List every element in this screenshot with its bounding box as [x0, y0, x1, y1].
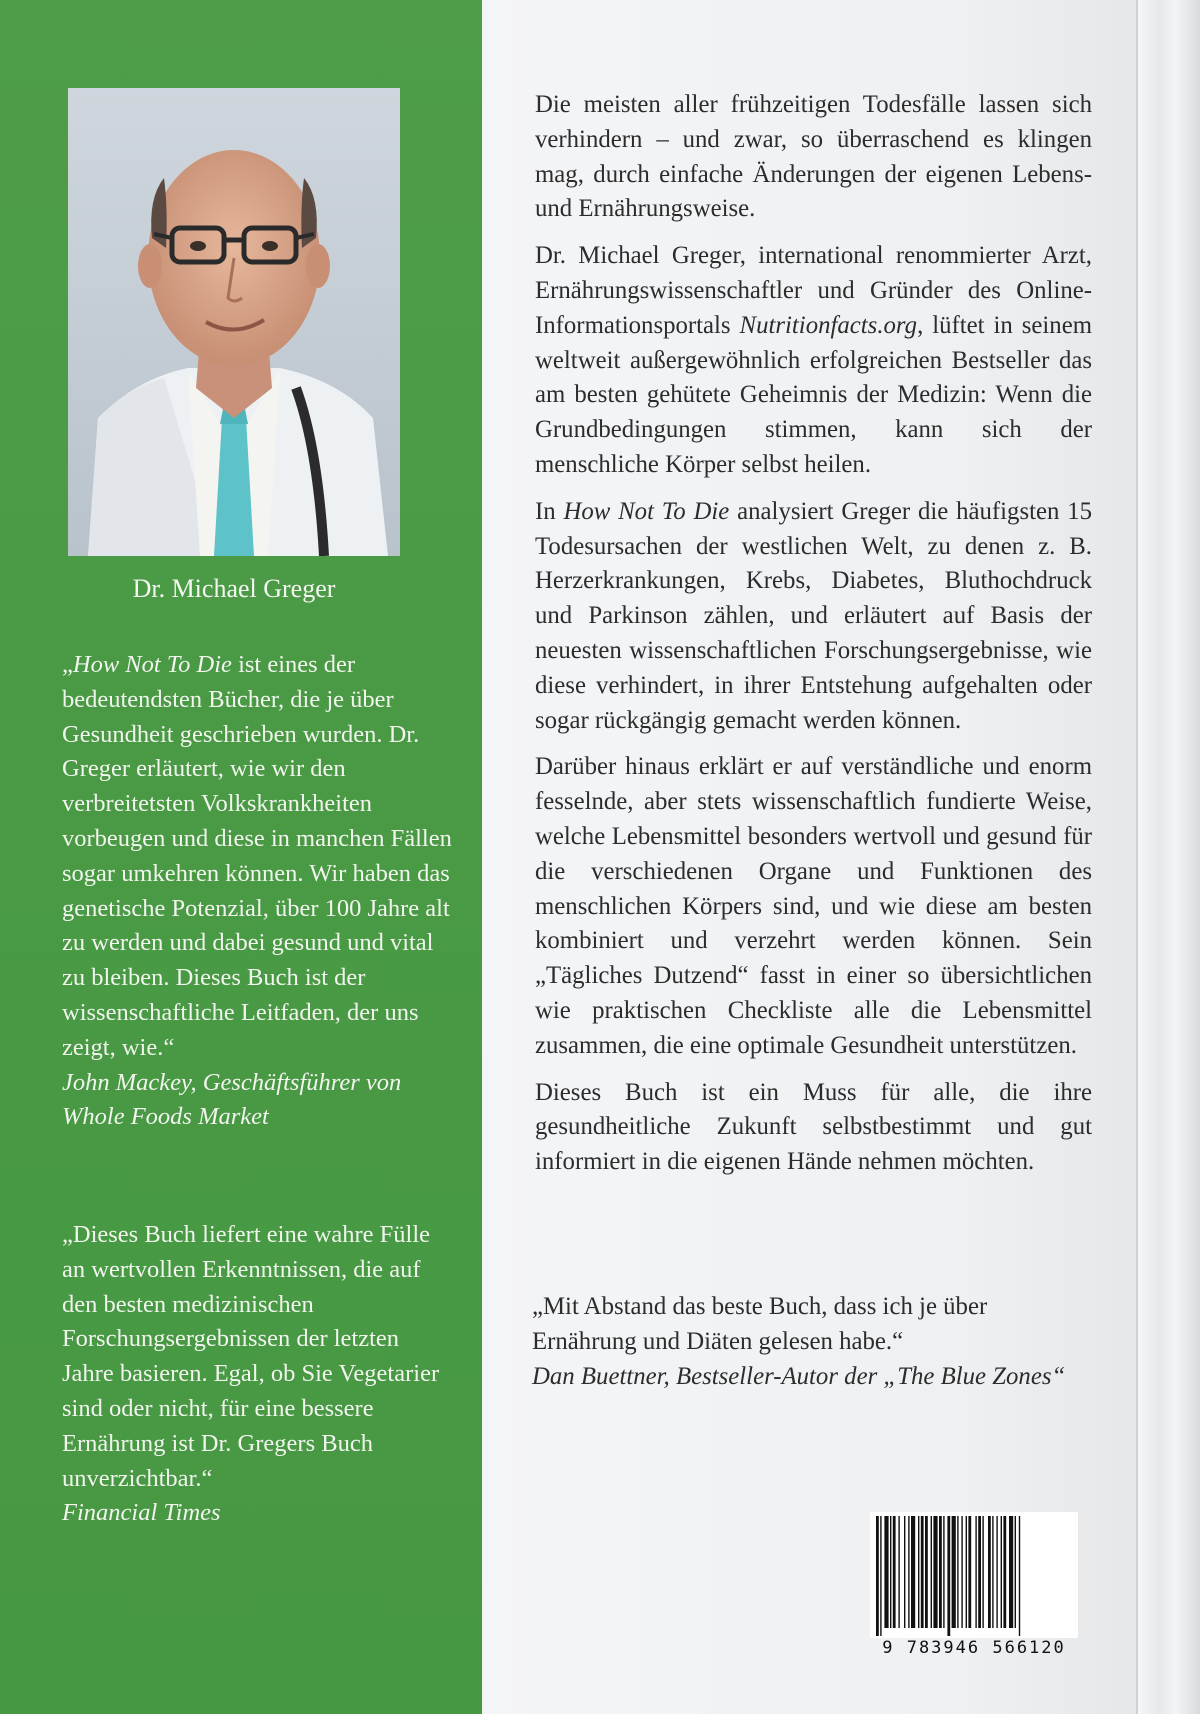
mackey-quote-text: „How Not To Die ist eines der bedeutendsten Bücher, die je über Gesundheit geschrieben wurden. Dr. Greger erläutert, wie wir den verbreitetsten Volkskrankheiten vorbeugen und diese in manchen Fällen sogar umkehren können. Wir haben das genetische Potenzial, über 100 Jahre alt zu werden und dabei gesund und vital zu bleiben. Dieses Buch ist der wissenschaftliche Leitfaden, der uns zeigt, wie.“ [62, 651, 452, 1061]
buettner-quote [532, 1290, 1092, 1394]
barcode-bar [918, 1516, 919, 1628]
barcode-bar [992, 1516, 993, 1628]
author-portrait [68, 88, 400, 556]
barcode-bar [880, 1516, 881, 1636]
barcode-bar [968, 1516, 971, 1628]
buettner-quote-source: Dan Buettner, Bestseller-Autor der „The Blue Zones“ [532, 1362, 1066, 1390]
barcode-bar [911, 1516, 915, 1628]
barcode-bar [996, 1516, 997, 1628]
barcode-bar [975, 1516, 976, 1628]
barcode-bar [978, 1516, 981, 1628]
blurb-paragraph-3: In How Not To Die analysiert Greger die häufigsten 15 Todesursachen der westlichen Welt, zu denen z. B. Herzerkrankungen, Krebs, Diabetes, Bluthochdruck und Parkinson zählen, und erläutert auf Basis der neuesten wissenschaftlichen Forschungsergebnisse, wie diese verhindert, in ihrer Entstehung aufgehalten oder sogar rückgängig gemacht werden können. [535, 497, 1093, 734]
barcode-bar [982, 1516, 983, 1628]
mackey-quote-source: John Mackey, Geschäftsführer von Whole Foods Market [62, 1068, 402, 1131]
barcode-bar [1015, 1516, 1016, 1628]
barcode-bar [876, 1516, 879, 1636]
barcode-bar [961, 1516, 962, 1628]
portrait-caption: Dr. Michael Greger [132, 574, 336, 603]
green-side-panel [0, 0, 482, 1714]
mackey-quote [62, 648, 452, 1135]
barcode-bar [939, 1516, 942, 1628]
barcode-bar [988, 1516, 991, 1628]
isbn-digits: 9 783946 566120 [882, 1638, 1066, 1658]
barcode-bar [890, 1516, 891, 1628]
barcode-bar [952, 1516, 956, 1628]
barcode-bar [1001, 1516, 1002, 1628]
barcode-bar [925, 1516, 928, 1628]
blurb-paragraph-2: Dr. Michael Greger, international renommierter Arzt, Ernährungswissenschaftler und Gründer des Online-Informationsportals Nutritionfacts.org, lüftet in seinem weltweit außergewöhnlich erfolgreichen Bestseller das am besten gehütete Geheimnis der Medizin: Wenn die Grundbedingungen stimmen, kann sich der menschliche Körper selbst heilen. [535, 242, 1093, 478]
barcode-bar [943, 1516, 944, 1628]
barcode-bar [957, 1516, 958, 1628]
author-portrait-image [68, 88, 400, 556]
barcode-bar [1009, 1516, 1013, 1628]
barcode-bar [931, 1516, 932, 1628]
website-name: Nutritionfacts.org [739, 311, 918, 339]
barcode-bar [884, 1516, 888, 1628]
blurb-paragraph-4: Darüber hinaus erklärt er auf verständliche und enorm fesselnde, aber stets wissenschaftlich fundierte Weise, welche Lebensmittel besonders wertvoll und gesund für die verschiedenen Organe und Funktionen des menschlichen Körpers sind, und wie diese am besten kombiniert und verzehrt werden können. Sein „Tägliches Dutzend“ fasst in einer so übersichtlichen wie praktischen Checkliste alle die Lebensmittel zusammen, die eine optimale Gesundheit unterstützen. [535, 753, 1092, 1059]
barcode-bar [893, 1516, 896, 1628]
blurb-paragraph-5: Dieses Buch ist ein Muss für alle, die ihre gesundheitliche Zukunft selbstbestimmt und gut informiert in die eigenen Hände nehmen möchten. [535, 1078, 1092, 1176]
barcode-bar [908, 1516, 909, 1628]
barcode-bar [904, 1516, 905, 1628]
ft-quote-text: „Dieses Buch liefert eine wahre Fülle an wertvollen Erkenntnissen, die auf den besten medizinischen Forschungsergebnissen der letzten Jahre basieren. Egal, ob Sie Vegetarier sind oder nicht, für eine bessere Ernährung ist Dr. Gregers Buch unverzichtbar.“ [62, 1221, 440, 1492]
isbn-barcode [870, 1512, 1078, 1652]
barcode-bar [947, 1516, 950, 1636]
barcode-bar [1019, 1516, 1020, 1636]
barcode-bar [898, 1516, 899, 1628]
blurb-paragraph-1: Die meisten aller frühzeitigen Todesfälle lassen sich verhindern – und zwar, so überraschend es klingen mag, durch einfache Änderungen der eigenen Lebens- und Ernährungsweise. [535, 91, 1092, 223]
barcode-bar [1003, 1516, 1006, 1628]
book-spine-edge [1136, 0, 1200, 1714]
ft-quote-source: Financial Times [62, 1499, 221, 1527]
buettner-quote-text: „Mit Abstand das beste Buch, dass ich je über Ernährung und Diäten gelesen habe.“ [532, 1293, 988, 1355]
blurb-text [535, 88, 1092, 1192]
barcode-bar [966, 1516, 967, 1628]
barcode-bars [870, 1512, 1078, 1638]
barcode-bar [933, 1516, 937, 1628]
book-title-inline: How Not To Die [72, 651, 232, 678]
financial-times-quote [62, 1218, 452, 1531]
barcode-bar [921, 1516, 924, 1628]
book-title-inline: How Not To Die [563, 497, 730, 525]
